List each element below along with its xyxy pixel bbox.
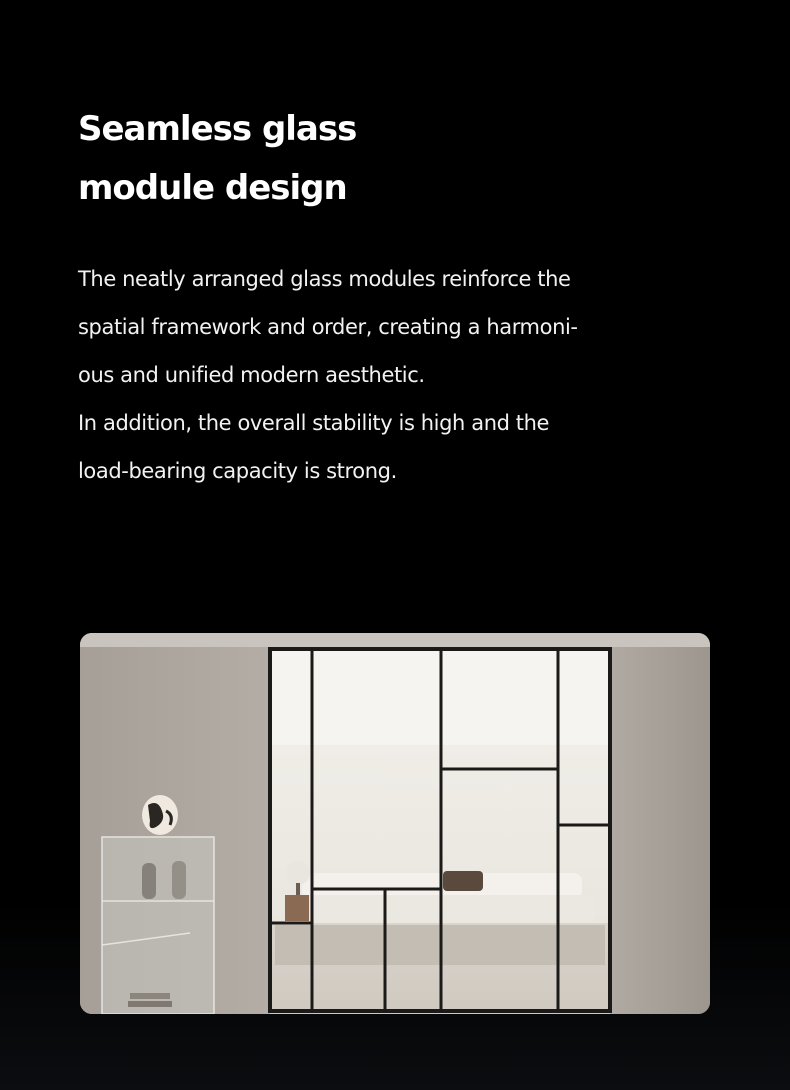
side-table — [285, 895, 309, 921]
description-line: spatial framework and order, creating a harmoni- — [78, 315, 578, 339]
lamp-shade — [286, 861, 310, 885]
right-wall — [610, 633, 710, 1014]
cushion — [443, 871, 483, 891]
description-line: The neatly arranged glass modules reinforce the — [78, 267, 571, 291]
sofa-seat — [295, 895, 595, 923]
interior-room-photo — [80, 633, 710, 1014]
ceiling-strip — [80, 633, 710, 647]
description-line: ous and unified modern aesthetic. — [78, 363, 425, 387]
description-line: In addition, the overall stability is high and the — [78, 411, 550, 435]
page-title — [78, 100, 718, 218]
glass-cabinet — [102, 837, 214, 1014]
glass-partition-illustration — [80, 633, 710, 1014]
description-line: load-bearing capacity is strong. — [78, 459, 397, 483]
title-line-1: Seamless glass — [78, 109, 357, 149]
description — [78, 255, 718, 495]
decor-vase — [142, 795, 178, 835]
title-line-2: module design — [78, 168, 347, 208]
